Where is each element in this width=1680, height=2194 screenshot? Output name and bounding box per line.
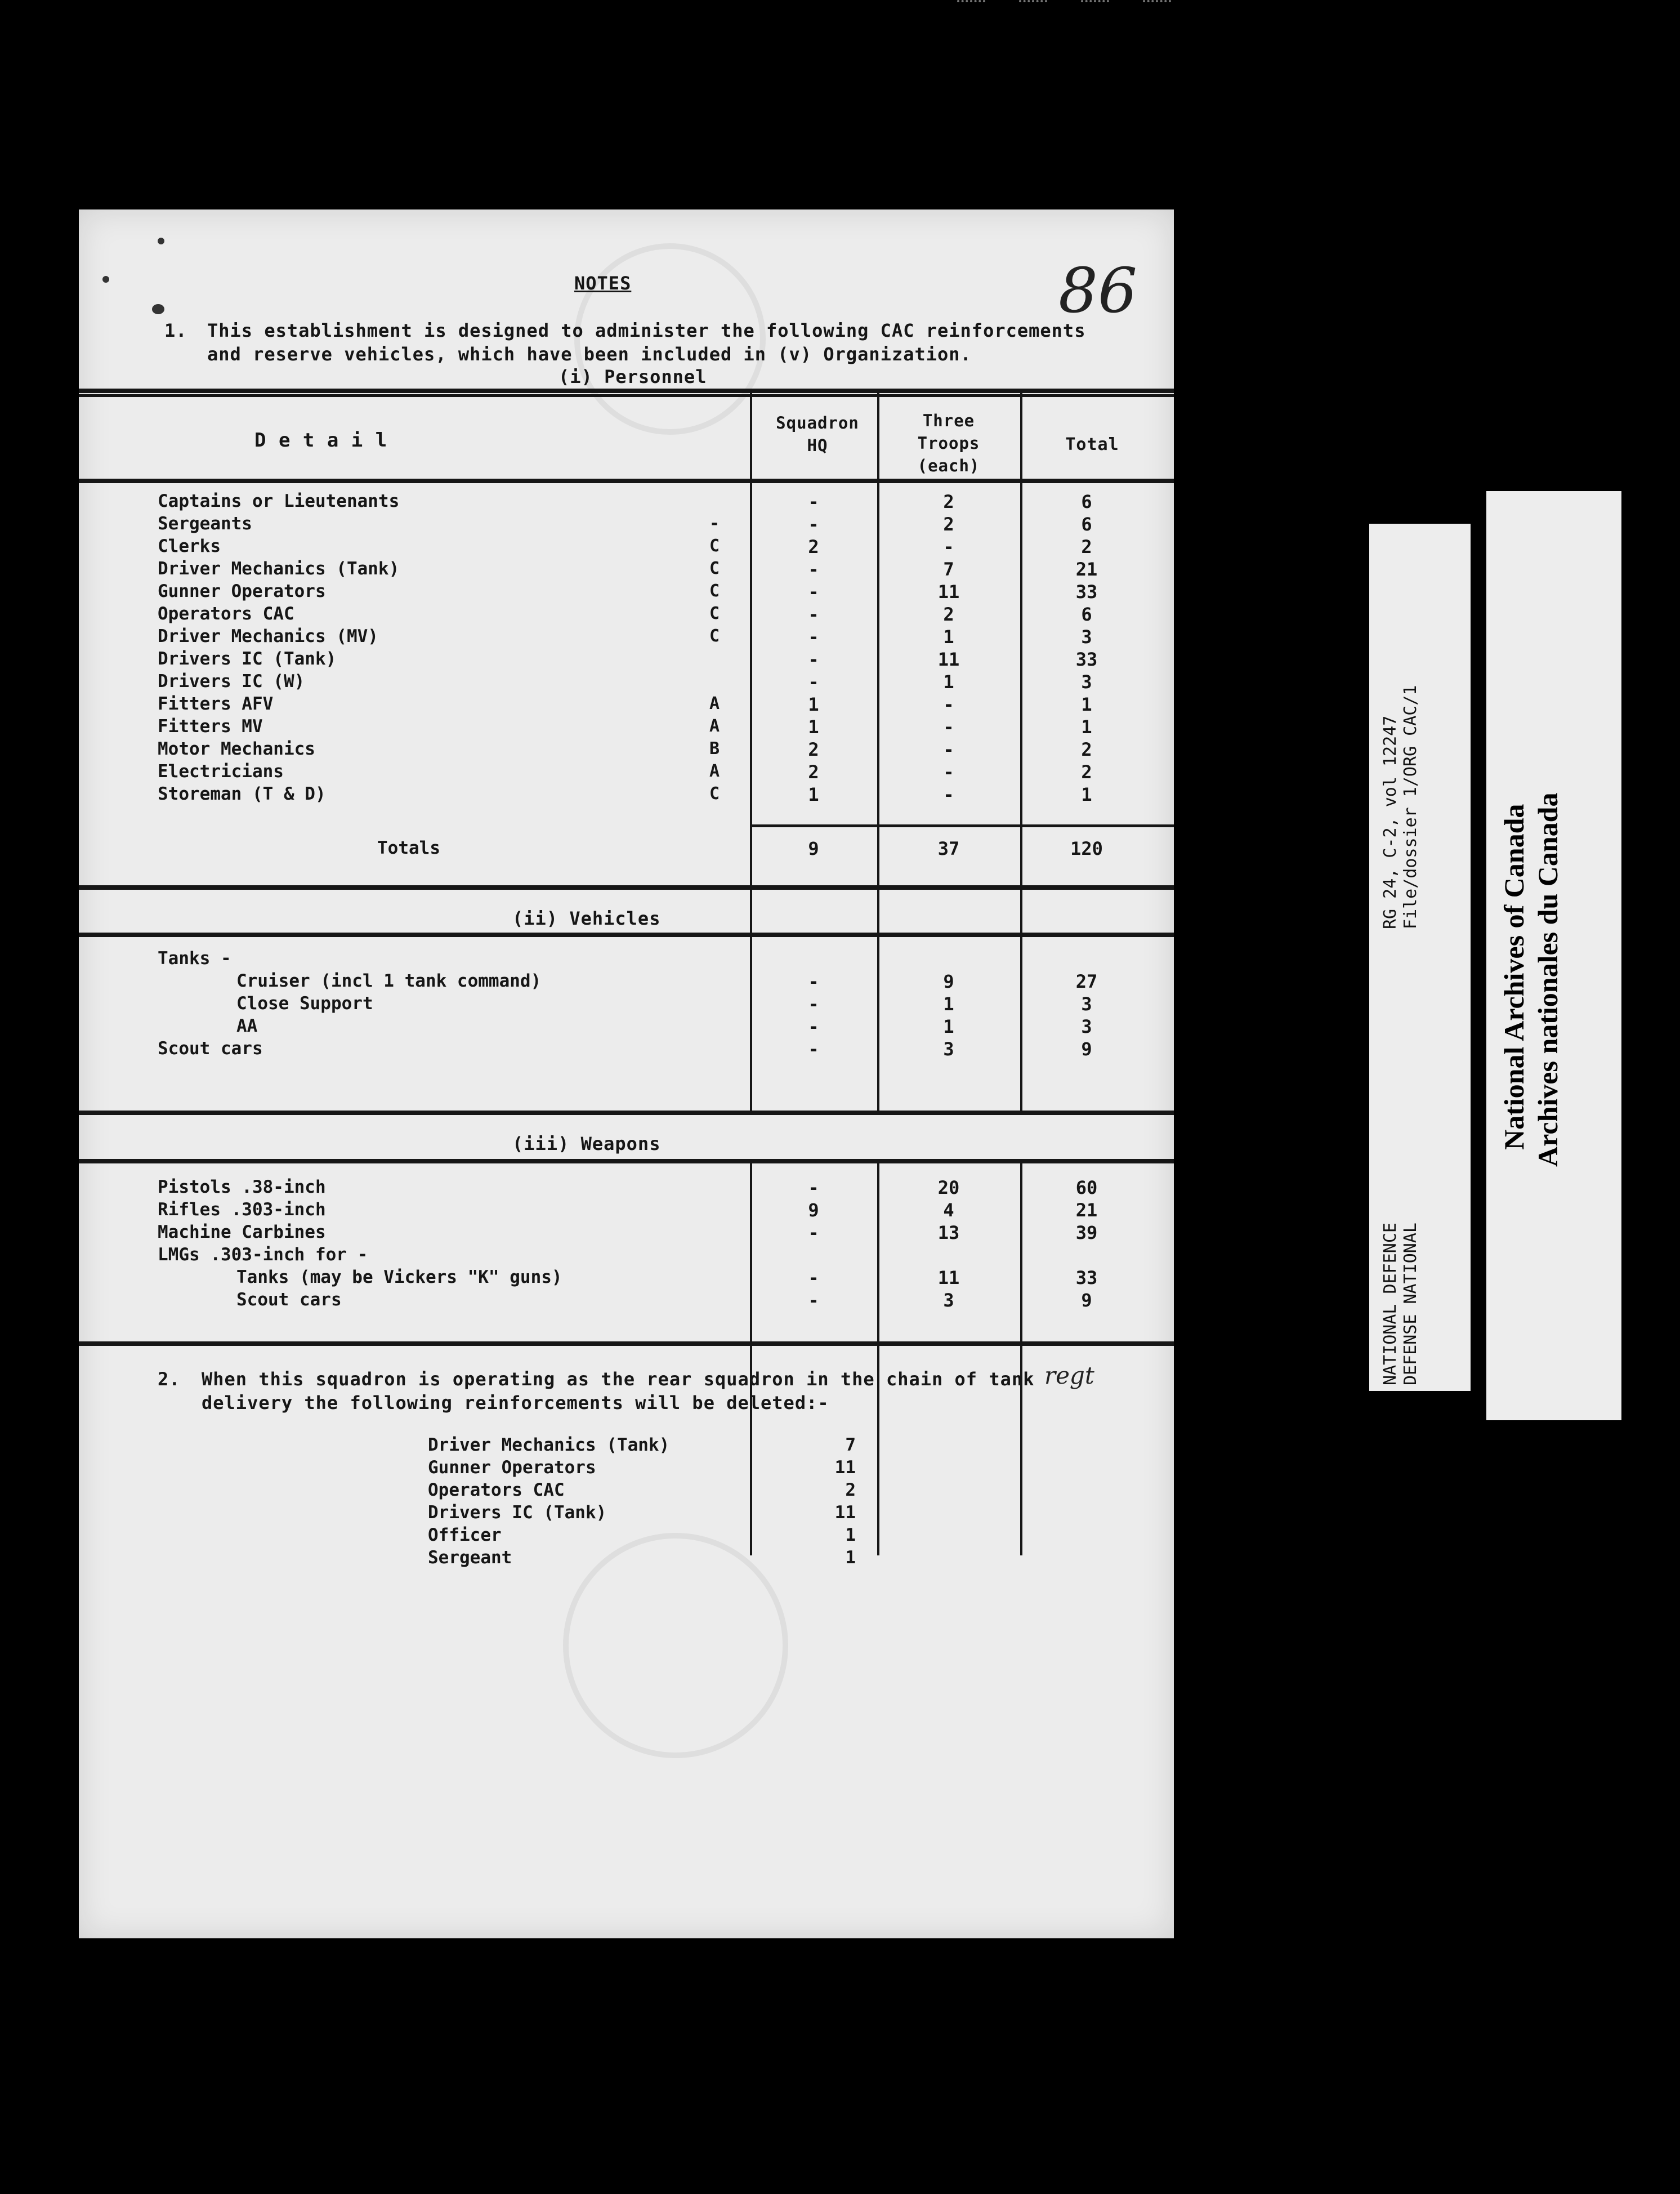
deleted-item-detail: Sergeant bbox=[428, 1548, 512, 1568]
vehicle-row-total: 9 bbox=[1081, 1038, 1092, 1060]
table-row-grade: B bbox=[709, 739, 720, 759]
weapon-row-detail: Pistols .38-inch bbox=[158, 1177, 326, 1197]
table-row-hq: - bbox=[808, 514, 819, 535]
table-row-troops: - bbox=[943, 536, 954, 558]
table-row-troops: - bbox=[943, 761, 954, 783]
weapon-row-detail: Tanks (may be Vickers "K" guns) bbox=[236, 1267, 562, 1287]
table-row-total: 2 bbox=[1081, 739, 1092, 760]
table-row-troops: 1 bbox=[943, 626, 954, 648]
archive-name-english: National Archives of Canada bbox=[1498, 804, 1530, 1150]
vehicles-column-divider bbox=[750, 935, 752, 1111]
table-row-troops: 11 bbox=[937, 649, 960, 670]
table-row-total: 3 bbox=[1081, 671, 1092, 693]
speck bbox=[102, 276, 109, 283]
table-row-hq: 1 bbox=[808, 716, 819, 738]
notes-heading: NOTES bbox=[574, 273, 632, 294]
vehicle-row-troops: 9 bbox=[943, 971, 954, 992]
table-row-detail: Sergeants bbox=[158, 514, 252, 534]
table-row-detail: Fitters AFV bbox=[158, 694, 274, 714]
table-top-rule-2 bbox=[79, 394, 1174, 397]
table-row-hq: - bbox=[808, 671, 819, 693]
table-row-troops: 2 bbox=[943, 514, 954, 535]
weapon-row-total: 60 bbox=[1075, 1177, 1098, 1198]
col-header-total: Total bbox=[1065, 435, 1119, 454]
table-row-total: 3 bbox=[1081, 626, 1092, 648]
note-2-line-2: delivery the following reinforcements will be deleted:- bbox=[202, 1392, 829, 1413]
table-row-hq: 2 bbox=[808, 739, 819, 760]
weapon-row-troops: 3 bbox=[943, 1290, 954, 1311]
table-row-total: 2 bbox=[1081, 536, 1092, 558]
table-row-hq: - bbox=[808, 649, 819, 670]
handwritten-page-number: 86 bbox=[1058, 255, 1137, 327]
vehicle-row-detail: Close Support bbox=[236, 993, 373, 1014]
deleted-item-qty: 11 bbox=[834, 1457, 856, 1478]
dept-line-2: DEFENSE NATIONAL bbox=[1401, 1223, 1420, 1385]
speck bbox=[152, 304, 164, 314]
weapon-row-detail: Scout cars bbox=[236, 1290, 342, 1310]
col-header-squadron: Squadron bbox=[776, 413, 859, 432]
table-row-detail: Driver Mechanics (MV) bbox=[158, 626, 378, 646]
table-row-grade: A bbox=[709, 761, 720, 781]
archive-name-label bbox=[1486, 491, 1621, 1420]
deleted-item-qty: 11 bbox=[834, 1502, 856, 1523]
col-header-troops: Troops bbox=[917, 434, 980, 453]
table-row-hq: - bbox=[808, 491, 819, 512]
document-page bbox=[79, 209, 1174, 1938]
vehicles-column-divider bbox=[1020, 935, 1022, 1111]
vehicle-row-detail: AA bbox=[236, 1016, 258, 1036]
table-row-hq: - bbox=[808, 626, 819, 648]
table-row-detail: Driver Mechanics (Tank) bbox=[158, 559, 400, 579]
table-row-total: 6 bbox=[1081, 491, 1092, 512]
weapon-row-hq: - bbox=[808, 1177, 819, 1198]
vehicles-bottom-rule bbox=[79, 1111, 1174, 1115]
table-row-detail: Drivers IC (Tank) bbox=[158, 649, 337, 669]
table-row-detail: Gunner Operators bbox=[158, 581, 326, 601]
table-row-grade: C bbox=[709, 536, 720, 556]
totals-hq: 9 bbox=[808, 838, 819, 859]
reference-line-1: RG 24, C-2, vol 12247 bbox=[1380, 715, 1400, 929]
vehicle-row-hq: - bbox=[808, 1038, 819, 1060]
deleted-item-qty: 2 bbox=[845, 1480, 856, 1500]
weapons-divider-3 bbox=[1020, 1161, 1022, 1555]
vehicle-row-hq: - bbox=[808, 971, 819, 992]
weapon-row-detail: Rifles .303-inch bbox=[158, 1199, 326, 1220]
faint-stamp-lower bbox=[563, 1533, 788, 1758]
totals-label: Totals bbox=[377, 838, 440, 858]
table-row-troops: 11 bbox=[937, 581, 960, 603]
weapon-row-total: 39 bbox=[1075, 1222, 1098, 1243]
table-row-detail: Motor Mechanics bbox=[158, 739, 315, 759]
table-row-troops: - bbox=[943, 694, 954, 715]
totals-total: 120 bbox=[1070, 838, 1103, 859]
vehicles-column-divider bbox=[877, 935, 879, 1111]
table-row-total: 1 bbox=[1081, 784, 1092, 805]
weapons-divider-2 bbox=[877, 1161, 879, 1555]
vehicle-row-hq: - bbox=[808, 993, 819, 1015]
dept-line-1: NATIONAL DEFENCE bbox=[1380, 1223, 1400, 1385]
table-row-grade: C bbox=[709, 604, 720, 623]
weapons-bottom-rule bbox=[79, 1341, 1174, 1346]
table-row-troops: - bbox=[943, 739, 954, 760]
table-row-grade: C bbox=[709, 784, 720, 804]
table-row-hq: 1 bbox=[808, 784, 819, 805]
table-top-rule bbox=[79, 389, 1174, 393]
table-row-detail: Storeman (T & D) bbox=[158, 784, 326, 804]
table-row-hq: 2 bbox=[808, 761, 819, 783]
weapon-row-total: 9 bbox=[1081, 1290, 1092, 1311]
vehicle-row-total: 3 bbox=[1081, 993, 1092, 1015]
weapon-row-hq: 9 bbox=[808, 1199, 819, 1221]
section-vehicles-title: (ii) Vehicles bbox=[512, 908, 661, 929]
weapon-row-troops: 13 bbox=[937, 1222, 960, 1243]
table-row-troops: 1 bbox=[943, 671, 954, 693]
table-row-grade: A bbox=[709, 694, 720, 714]
table-row-hq: - bbox=[808, 604, 819, 625]
table-row-total: 1 bbox=[1081, 716, 1092, 738]
vehicle-row-total: 3 bbox=[1081, 1016, 1092, 1037]
table-row-total: 21 bbox=[1075, 559, 1098, 580]
table-row-grade: A bbox=[709, 716, 720, 736]
deleted-item-detail: Gunner Operators bbox=[428, 1457, 596, 1478]
vehicle-row-troops: 1 bbox=[943, 1016, 954, 1037]
table-row-total: 33 bbox=[1075, 649, 1098, 670]
deleted-item-qty: 7 bbox=[845, 1435, 856, 1455]
header-bottom-rule bbox=[79, 479, 1174, 483]
speck bbox=[158, 238, 164, 244]
note-2-line-1: When this squadron is operating as the rear squadron in the chain of tank bbox=[202, 1368, 1035, 1390]
weapons-divider-1 bbox=[750, 1161, 752, 1555]
section-weapons-title: (iii) Weapons bbox=[512, 1133, 661, 1154]
col-header-detail: D e t a i l bbox=[254, 429, 388, 452]
weapon-row-hq: - bbox=[808, 1267, 819, 1288]
weapon-row-hq: - bbox=[808, 1222, 819, 1243]
weapon-row-hq: - bbox=[808, 1290, 819, 1311]
note-1-line-2: and reserve vehicles, which have been included in (v) Organization. bbox=[207, 344, 972, 365]
section-personnel-title: (i) Personnel bbox=[558, 366, 707, 387]
weapon-row-troops: 11 bbox=[937, 1267, 960, 1288]
archive-reference-strip bbox=[1369, 524, 1471, 1391]
table-row-troops: - bbox=[943, 784, 954, 805]
personnel-bottom-rule bbox=[79, 885, 1174, 890]
note-1-number: 1. bbox=[164, 320, 187, 341]
vehicle-row-detail: Scout cars bbox=[158, 1038, 263, 1059]
table-row-troops: 2 bbox=[943, 604, 954, 625]
vehicle-row-total: 27 bbox=[1075, 971, 1098, 992]
deleted-item-detail: Drivers IC (Tank) bbox=[428, 1502, 607, 1523]
table-row-troops: 2 bbox=[943, 491, 954, 512]
totals-top-rule bbox=[750, 824, 1174, 827]
table-row-grade: C bbox=[709, 581, 720, 601]
weapon-row-detail: Machine Carbines bbox=[158, 1222, 326, 1242]
vehicle-row-troops: 1 bbox=[943, 993, 954, 1015]
col-header-each: (each) bbox=[917, 456, 980, 475]
table-row-hq: 2 bbox=[808, 536, 819, 558]
table-row-total: 6 bbox=[1081, 514, 1092, 535]
table-row-total: 2 bbox=[1081, 761, 1092, 783]
table-row-total: 6 bbox=[1081, 604, 1092, 625]
table-row-total: 1 bbox=[1081, 694, 1092, 715]
table-row-detail: Clerks bbox=[158, 536, 221, 556]
weapon-row-detail: LMGs .303-inch for - bbox=[158, 1245, 368, 1265]
table-row-total: 33 bbox=[1075, 581, 1098, 603]
deleted-item-detail: Operators CAC bbox=[428, 1480, 565, 1500]
deleted-item-detail: Officer bbox=[428, 1525, 502, 1545]
table-row-hq: - bbox=[808, 559, 819, 580]
weapon-row-total: 21 bbox=[1075, 1199, 1098, 1221]
table-row-troops: - bbox=[943, 716, 954, 738]
col-header-three: Three bbox=[922, 411, 975, 430]
table-row-grade: - bbox=[709, 514, 720, 533]
vehicle-row-detail: Cruiser (incl 1 tank command) bbox=[236, 971, 542, 991]
table-row-detail: Operators CAC bbox=[158, 604, 294, 624]
table-row-detail: Electricians bbox=[158, 761, 284, 782]
weapon-row-troops: 4 bbox=[943, 1199, 954, 1221]
table-row-grade: C bbox=[709, 559, 720, 578]
vehicle-row-detail: Tanks - bbox=[158, 948, 231, 969]
table-row-detail: Fitters MV bbox=[158, 716, 263, 737]
table-row-detail: Captains or Lieutenants bbox=[158, 491, 400, 511]
archive-name-french: Archives nationales du Canada bbox=[1532, 792, 1563, 1167]
weapon-row-troops: 20 bbox=[937, 1177, 960, 1198]
scanner-edge-marks bbox=[957, 0, 1171, 8]
col-header-hq: HQ bbox=[807, 436, 828, 455]
vehicles-top-rule bbox=[79, 933, 1174, 937]
reference-line-2: File/dossier 1/ORG CAC/1 bbox=[1401, 685, 1420, 929]
table-row-detail: Drivers IC (W) bbox=[158, 671, 305, 692]
table-row-grade: C bbox=[709, 626, 720, 646]
vehicle-row-troops: 3 bbox=[943, 1038, 954, 1060]
table-row-hq: - bbox=[808, 581, 819, 603]
deleted-item-detail: Driver Mechanics (Tank) bbox=[428, 1435, 670, 1455]
note-2-handwritten: regt bbox=[1044, 1362, 1094, 1389]
weapon-row-total: 33 bbox=[1075, 1267, 1098, 1288]
totals-troops: 37 bbox=[937, 838, 960, 859]
note-1-line-1: This establishment is designed to administer the following CAC reinforcements bbox=[207, 320, 1086, 341]
weapons-top-rule bbox=[79, 1159, 1174, 1163]
table-row-troops: 7 bbox=[943, 559, 954, 580]
deleted-item-qty: 1 bbox=[845, 1548, 856, 1568]
note-2-number: 2. bbox=[158, 1368, 181, 1390]
table-row-hq: 1 bbox=[808, 694, 819, 715]
vehicle-row-hq: - bbox=[808, 1016, 819, 1037]
deleted-item-qty: 1 bbox=[845, 1525, 856, 1545]
